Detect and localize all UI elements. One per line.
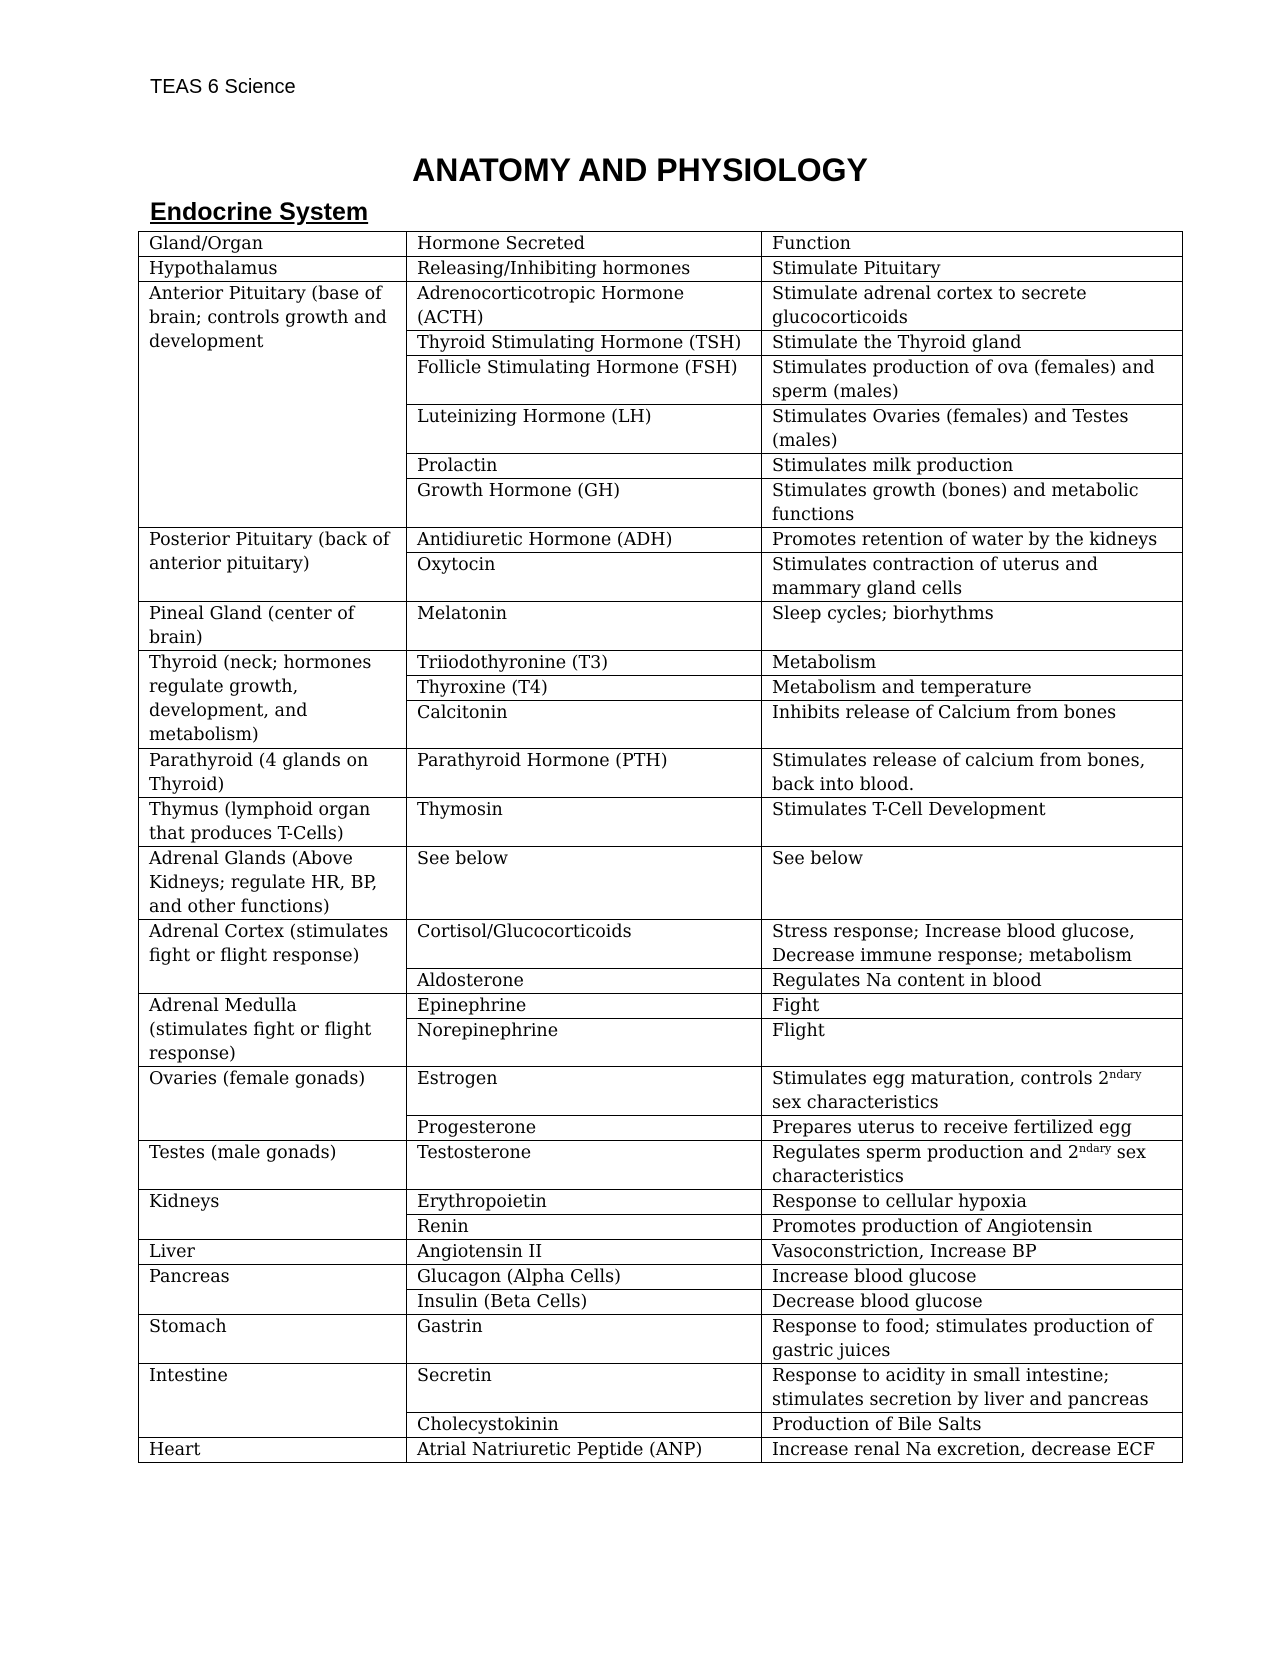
page-header: TEAS 6 Science bbox=[150, 76, 296, 98]
column-header-gland: Gland/Organ bbox=[139, 232, 407, 257]
hormone-cell: Follicle Stimulating Hormone (FSH) bbox=[407, 356, 762, 405]
function-cell: Stimulates contraction of uterus and mammary gland cells bbox=[762, 553, 1183, 602]
function-cell: Stimulates production of ova (females) and sperm (males) bbox=[762, 356, 1183, 405]
function-text: sex characteristics bbox=[772, 1093, 939, 1113]
function-cell: Stimulates milk production bbox=[762, 454, 1183, 479]
hormone-cell: Secretin bbox=[407, 1364, 762, 1413]
column-header-function: Function bbox=[762, 232, 1183, 257]
table-row bbox=[139, 651, 1183, 676]
hormone-cell: Cortisol/Glucocorticoids bbox=[407, 920, 762, 969]
hormone-cell: Calcitonin bbox=[407, 701, 762, 749]
hormone-cell: Atrial Natriuretic Peptide (ANP) bbox=[407, 1438, 762, 1463]
gland-cell: Pineal Gland (center of brain) bbox=[139, 602, 407, 651]
hormone-cell: Parathyroid Hormone (PTH) bbox=[407, 749, 762, 798]
superscript-ndary: ndary bbox=[1079, 1142, 1112, 1155]
gland-cell: Parathyroid (4 glands on Thyroid) bbox=[139, 749, 407, 798]
table-row bbox=[139, 1240, 1183, 1265]
gland-cell: Adrenal Glands (Above Kidneys; regulate HR, BP, and other functions) bbox=[139, 847, 407, 920]
hormone-cell: Testosterone bbox=[407, 1141, 762, 1190]
gland-cell: Testes (male gonads) bbox=[139, 1141, 407, 1190]
hormone-cell: Luteinizing Hormone (LH) bbox=[407, 405, 762, 454]
hormone-cell: Growth Hormone (GH) bbox=[407, 479, 762, 528]
table-row bbox=[139, 257, 1183, 282]
function-cell bbox=[762, 1141, 1183, 1190]
function-cell: Response to cellular hypoxia bbox=[762, 1190, 1183, 1215]
function-cell: Metabolism and temperature bbox=[762, 676, 1183, 701]
table-row bbox=[139, 994, 1183, 1019]
table-row bbox=[139, 1438, 1183, 1463]
hormone-cell: Progesterone bbox=[407, 1116, 762, 1141]
function-cell: Promotes production of Angiotensin bbox=[762, 1215, 1183, 1240]
table-row bbox=[139, 749, 1183, 798]
hormone-cell: Prolactin bbox=[407, 454, 762, 479]
function-cell: Stimulates T-Cell Development bbox=[762, 798, 1183, 847]
gland-cell: Hypothalamus bbox=[139, 257, 407, 282]
function-cell: Inhibits release of Calcium from bones bbox=[762, 701, 1183, 749]
function-cell: Fight bbox=[762, 994, 1183, 1019]
table-row bbox=[139, 528, 1183, 553]
gland-cell: Adrenal Medulla (stimulates fight or flight response) bbox=[139, 994, 407, 1067]
table-row bbox=[139, 602, 1183, 651]
function-cell: Increase renal Na excretion, decrease ECF bbox=[762, 1438, 1183, 1463]
table-row bbox=[139, 1141, 1183, 1190]
hormone-cell: Thyroxine (T4) bbox=[407, 676, 762, 701]
gland-cell: Thyroid (neck; hormones regulate growth, development, and metabolism) bbox=[139, 651, 407, 749]
table-row bbox=[139, 847, 1183, 920]
hormone-cell: Cholecystokinin bbox=[407, 1413, 762, 1438]
function-cell: Metabolism bbox=[762, 651, 1183, 676]
gland-cell: Posterior Pituitary (back of anterior pituitary) bbox=[139, 528, 407, 602]
function-text: Regulates sperm production and 2 bbox=[772, 1143, 1080, 1163]
hormone-cell: Releasing/Inhibiting hormones bbox=[407, 257, 762, 282]
function-cell: Vasoconstriction, Increase BP bbox=[762, 1240, 1183, 1265]
column-header-hormone: Hormone Secreted bbox=[407, 232, 762, 257]
function-cell: See below bbox=[762, 847, 1183, 920]
hormone-cell: Insulin (Beta Cells) bbox=[407, 1290, 762, 1315]
function-cell: Promotes retention of water by the kidneys bbox=[762, 528, 1183, 553]
table-row bbox=[139, 920, 1183, 969]
function-cell: Prepares uterus to receive fertilized egg bbox=[762, 1116, 1183, 1141]
hormone-cell: Thyroid Stimulating Hormone (TSH) bbox=[407, 331, 762, 356]
hormone-cell: Antidiuretic Hormone (ADH) bbox=[407, 528, 762, 553]
function-text: sex characteristics bbox=[772, 1143, 1146, 1187]
table-header-row bbox=[139, 232, 1183, 257]
hormone-cell: Adrenocorticotropic Hormone (ACTH) bbox=[407, 282, 762, 331]
function-cell: Response to food; stimulates production of gastric juices bbox=[762, 1315, 1183, 1364]
gland-cell: Stomach bbox=[139, 1315, 407, 1364]
gland-cell: Thymus (lymphoid organ that produces T-Cells) bbox=[139, 798, 407, 847]
function-cell: Stimulates Ovaries (females) and Testes (males) bbox=[762, 405, 1183, 454]
hormone-cell: Epinephrine bbox=[407, 994, 762, 1019]
function-cell: Stimulate the Thyroid gland bbox=[762, 331, 1183, 356]
hormone-cell: Oxytocin bbox=[407, 553, 762, 602]
table-row bbox=[139, 1190, 1183, 1215]
function-cell: Production of Bile Salts bbox=[762, 1413, 1183, 1438]
gland-cell: Intestine bbox=[139, 1364, 407, 1438]
function-cell: Sleep cycles; biorhythms bbox=[762, 602, 1183, 651]
hormone-cell: Estrogen bbox=[407, 1067, 762, 1116]
hormone-cell: Gastrin bbox=[407, 1315, 762, 1364]
hormone-cell: See below bbox=[407, 847, 762, 920]
gland-cell: Kidneys bbox=[139, 1190, 407, 1240]
gland-cell: Liver bbox=[139, 1240, 407, 1265]
hormone-cell: Aldosterone bbox=[407, 969, 762, 994]
page-title: ANATOMY AND PHYSIOLOGY bbox=[412, 152, 868, 188]
function-cell: Stimulates growth (bones) and metabolic functions bbox=[762, 479, 1183, 528]
hormone-cell: Glucagon (Alpha Cells) bbox=[407, 1265, 762, 1290]
table-row bbox=[139, 282, 1183, 331]
function-cell: Stimulate Pituitary bbox=[762, 257, 1183, 282]
gland-cell: Heart bbox=[139, 1438, 407, 1463]
function-text: Stimulates egg maturation, controls 2 bbox=[772, 1069, 1110, 1089]
gland-cell: Pancreas bbox=[139, 1265, 407, 1315]
hormone-cell: Melatonin bbox=[407, 602, 762, 651]
function-cell: Regulates Na content in blood bbox=[762, 969, 1183, 994]
table-row bbox=[139, 1315, 1183, 1364]
hormone-cell: Thymosin bbox=[407, 798, 762, 847]
hormone-cell: Angiotensin II bbox=[407, 1240, 762, 1265]
gland-cell: Ovaries (female gonads) bbox=[139, 1067, 407, 1141]
function-cell: Response to acidity in small intestine; stimulates secretion by liver and pancreas bbox=[762, 1364, 1183, 1413]
superscript-ndary: ndary bbox=[1109, 1068, 1142, 1081]
hormone-cell: Norepinephrine bbox=[407, 1019, 762, 1067]
function-cell: Increase blood glucose bbox=[762, 1265, 1183, 1290]
gland-cell: Anterior Pituitary (base of brain; controls growth and development bbox=[139, 282, 407, 528]
table-row bbox=[139, 1364, 1183, 1413]
section-heading: Endocrine System bbox=[150, 198, 369, 226]
endocrine-table bbox=[138, 231, 1183, 1463]
hormone-cell: Erythropoietin bbox=[407, 1190, 762, 1215]
table-row bbox=[139, 798, 1183, 847]
function-cell: Stimulate adrenal cortex to secrete glucocorticoids bbox=[762, 282, 1183, 331]
gland-cell: Adrenal Cortex (stimulates fight or flight response) bbox=[139, 920, 407, 994]
function-cell: Decrease blood glucose bbox=[762, 1290, 1183, 1315]
function-cell: Flight bbox=[762, 1019, 1183, 1067]
hormone-cell: Renin bbox=[407, 1215, 762, 1240]
table-row bbox=[139, 1265, 1183, 1290]
function-cell: Stress response; Increase blood glucose, Decrease immune response; metabolism bbox=[762, 920, 1183, 969]
function-cell: Stimulates release of calcium from bones, back into blood. bbox=[762, 749, 1183, 798]
function-cell bbox=[762, 1067, 1183, 1116]
table-row bbox=[139, 1067, 1183, 1116]
hormone-cell: Triiodothyronine (T3) bbox=[407, 651, 762, 676]
